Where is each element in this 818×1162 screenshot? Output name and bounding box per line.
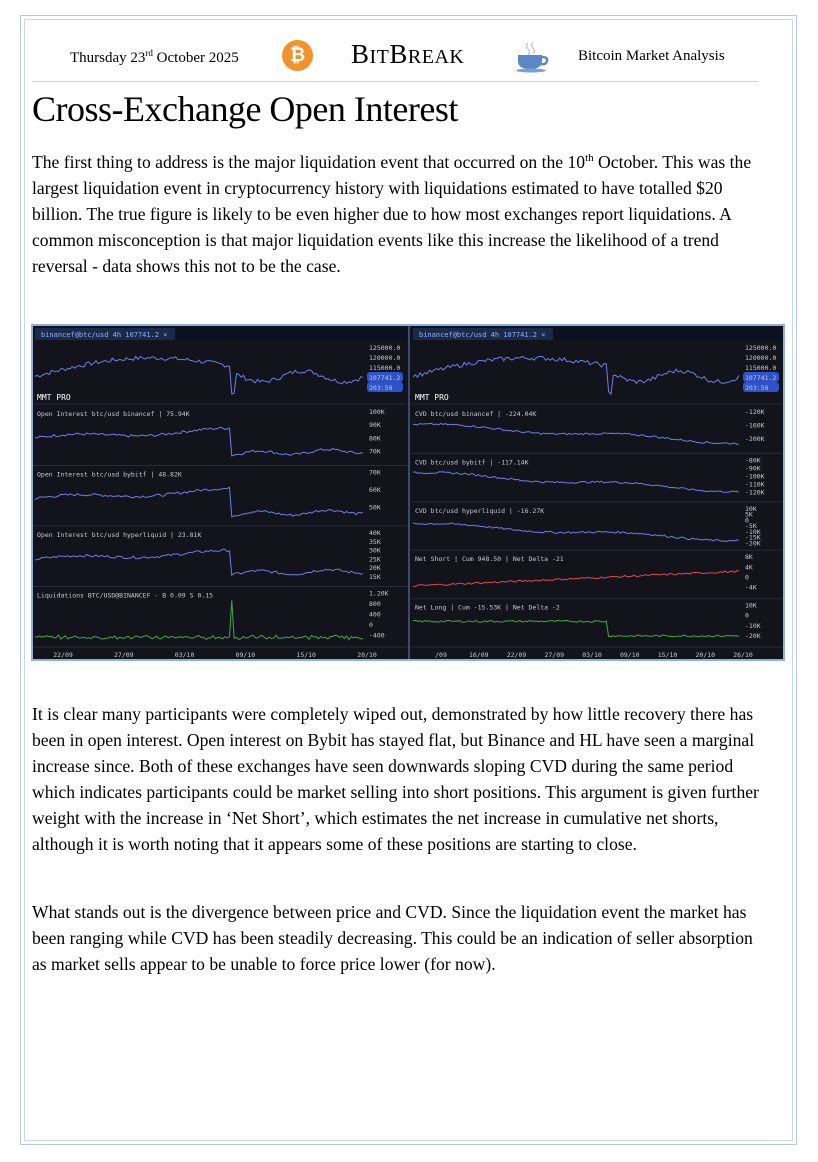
left-price-tick: 203:58 — [369, 384, 393, 392]
left-date-tick: 20/10 — [357, 651, 377, 659]
left-pane-tick: 400 — [369, 610, 381, 619]
left-pane-tick: 90K — [369, 421, 381, 430]
left-pane-tick: 25K — [369, 555, 381, 564]
right-pane-tick: -20K — [745, 539, 761, 548]
conclusion-paragraph: What stands out is the divergence between price and CVD. Since the liquidation event the market has been ranging while CVD has been steadily decreasing. This could be an indication of seller absorption as market sells appear to be unable to force price lower (for now). — [32, 902, 753, 975]
right-pane-tick: 0 — [745, 611, 749, 620]
right-price-tick: 120000.0 — [745, 354, 777, 362]
left-pane-tick: 30K — [369, 546, 381, 555]
left-price-tick: 107741.2 — [369, 374, 401, 382]
right-pane-line — [413, 620, 739, 636]
left-price-tick: 115000.0 — [369, 364, 401, 372]
analysis-paragraph: It is clear many participants were completely wiped out, demonstrated by how little recovery there has been in open interest. Open interest on Bybit has stayed flat, but Binance and HL have seen a marginal increase since. Both of these exchanges have seen downwards sloping CVD during the same period which indicates participants could be market selling into short positions. This argument is given further weight with the increase in ‘Net Short’, which estimates the net increase in cumulative net shorts, although it is worth noting that it appears some of these positions are starting to close. — [32, 704, 759, 855]
right-date-tick: 15/10 — [657, 651, 678, 659]
right-pane-tick: 0 — [745, 516, 749, 525]
right-price-line — [413, 356, 739, 394]
header-divider — [32, 81, 758, 82]
left-date-tick: 03/10 — [174, 651, 195, 659]
right-pane-line — [413, 472, 739, 493]
left-price-tick: 120000.0 — [369, 354, 401, 362]
right-pane-tick: -5K — [745, 522, 757, 531]
right-pane-tick: -4K — [745, 583, 757, 592]
right-pane-label: CVD btc/usd hyperliquid | -16.27K — [415, 506, 545, 515]
left-pane-label: Open Interest btc/usd bybitf | 48.82K — [37, 470, 182, 479]
left-pane-label: Liquidations BTC/USD@BINANCEF - B 0.09 S 0.15 — [37, 591, 214, 600]
right-pane-line — [413, 571, 739, 587]
right-pane-line — [413, 523, 739, 542]
right-pane-tick: -80K — [745, 456, 761, 465]
left-pane-tick: 0 — [369, 621, 373, 629]
right-date-tick: /09 — [435, 651, 447, 659]
right-price-tick: 203:58 — [745, 384, 769, 392]
right-pane-label: CVD btc/usd bybitf | -117.14K — [415, 458, 529, 467]
right-date-tick: 09/10 — [619, 651, 640, 659]
left-pane-line — [35, 549, 363, 575]
brand-logo: BITBREAK — [351, 39, 465, 69]
issue-date: Thursday 23rd October 2025 — [70, 48, 239, 66]
right-pane-tick: 4K — [745, 563, 753, 572]
left-tab-label: binancef@btc/usd 4h 107741.2 × — [41, 331, 168, 339]
right-pane-label: Net Short | Cum 948.50 | Net Delta -21 — [415, 555, 564, 564]
right-pane-tick: -15K — [745, 533, 761, 542]
left-pane-tick: 35K — [369, 537, 381, 546]
right-price-tick: 107741.2 — [745, 374, 777, 382]
left-pane-tick: 50K — [369, 503, 381, 512]
left-pane-tick: 100K — [369, 408, 385, 416]
right-pane-tick: 10K — [745, 601, 757, 610]
left-pane-tick: -400 — [369, 631, 385, 640]
left-date-tick: 27/09 — [114, 651, 134, 659]
right-date-tick: 22/09 — [506, 651, 527, 659]
right-date-tick: 16/09 — [468, 651, 489, 659]
left-date-tick: 09/10 — [235, 651, 256, 659]
right-date-tick: 26/10 — [733, 651, 753, 659]
left-pane-tick: 20K — [369, 564, 381, 572]
left-pane-tick: 15K — [369, 572, 381, 581]
right-pane-line — [413, 423, 739, 444]
left-price-line — [35, 356, 363, 394]
left-date-tick: 15/10 — [296, 651, 316, 659]
left-pane-tick: 1.20K — [369, 589, 389, 598]
right-date-tick: 03/10 — [582, 651, 602, 659]
page-title: Cross-Exchange Open Interest — [32, 89, 458, 129]
left-pane-tick: 70K — [369, 468, 381, 477]
right-pane-tick: -120K — [745, 408, 765, 416]
left-pane-line — [35, 600, 363, 639]
right-date-tick: 20/10 — [695, 651, 716, 659]
right-pane-tick: 8K — [745, 553, 753, 562]
left-date-tick: 22/09 — [53, 651, 73, 659]
header-subtitle: Bitcoin Market Analysis — [578, 48, 725, 64]
right-pane-tick: -200K — [745, 434, 765, 443]
right-price-tick: 115000.0 — [745, 364, 777, 372]
right-pane-tick: 10K — [745, 504, 757, 513]
left-pane-tick: 800 — [369, 600, 381, 608]
left-pane-label: Open Interest btc/usd hyperliquid | 23.81K — [37, 531, 202, 539]
left-price-tick: 125000.0 — [369, 344, 401, 352]
right-pane-tick: -10K — [745, 621, 761, 630]
right-watermark: MMT PRO — [415, 393, 449, 402]
right-date-tick: 27/09 — [544, 651, 565, 659]
left-pane-tick: 60K — [369, 486, 381, 494]
right-pane-label: Net Long | Cum -15.53K | Net Delta -2 — [415, 603, 560, 612]
chart-panels — [33, 326, 783, 659]
market-chart-screenshot — [31, 324, 785, 661]
left-pane-line — [35, 487, 363, 517]
left-pane-tick: 80K — [369, 434, 381, 443]
intro-paragraph: The first thing to address is the major liquidation event that occurred on the 10th October. This was the largest liquidation event in cryptocurrency history with liquidations estimated to have totalled $20 billion. The true figure is likely to be even higher due to how most exchanges report liquidations. A common misconception is that major liquidation events like this increase the likelihood of a trend reversal - data shows this not to be the case. — [32, 151, 752, 277]
right-pane-tick: -20K — [745, 631, 761, 640]
newsletter-header — [32, 36, 758, 82]
right-pane-label: CVD btc/usd binancef | -224.04K — [415, 410, 537, 418]
right-pane-tick: -120K — [745, 488, 765, 497]
right-pane-tick: -110K — [745, 480, 765, 489]
left-pane-tick: 70K — [369, 447, 381, 456]
left-pane-tick: 40K — [369, 529, 381, 537]
right-pane-tick: -10K — [745, 527, 761, 536]
left-watermark: MMT PRO — [37, 393, 71, 402]
right-pane-tick: -160K — [745, 421, 765, 430]
left-pane-line — [35, 427, 363, 456]
right-pane-tick: 5K — [745, 510, 753, 519]
right-pane-tick: -90K — [745, 464, 761, 473]
right-tab-label: binancef@btc/usd 4h 107741.2 × — [419, 331, 546, 339]
bitcoin-icon: ₿ — [282, 40, 313, 71]
right-price-tick: 125000.0 — [745, 344, 777, 352]
right-pane-tick: 0 — [745, 573, 749, 582]
left-pane-label: Open Interest btc/usd binancef | 75.94K — [37, 410, 190, 418]
right-pane-tick: -100K — [745, 472, 765, 481]
coffee-cup-icon — [514, 41, 550, 73]
